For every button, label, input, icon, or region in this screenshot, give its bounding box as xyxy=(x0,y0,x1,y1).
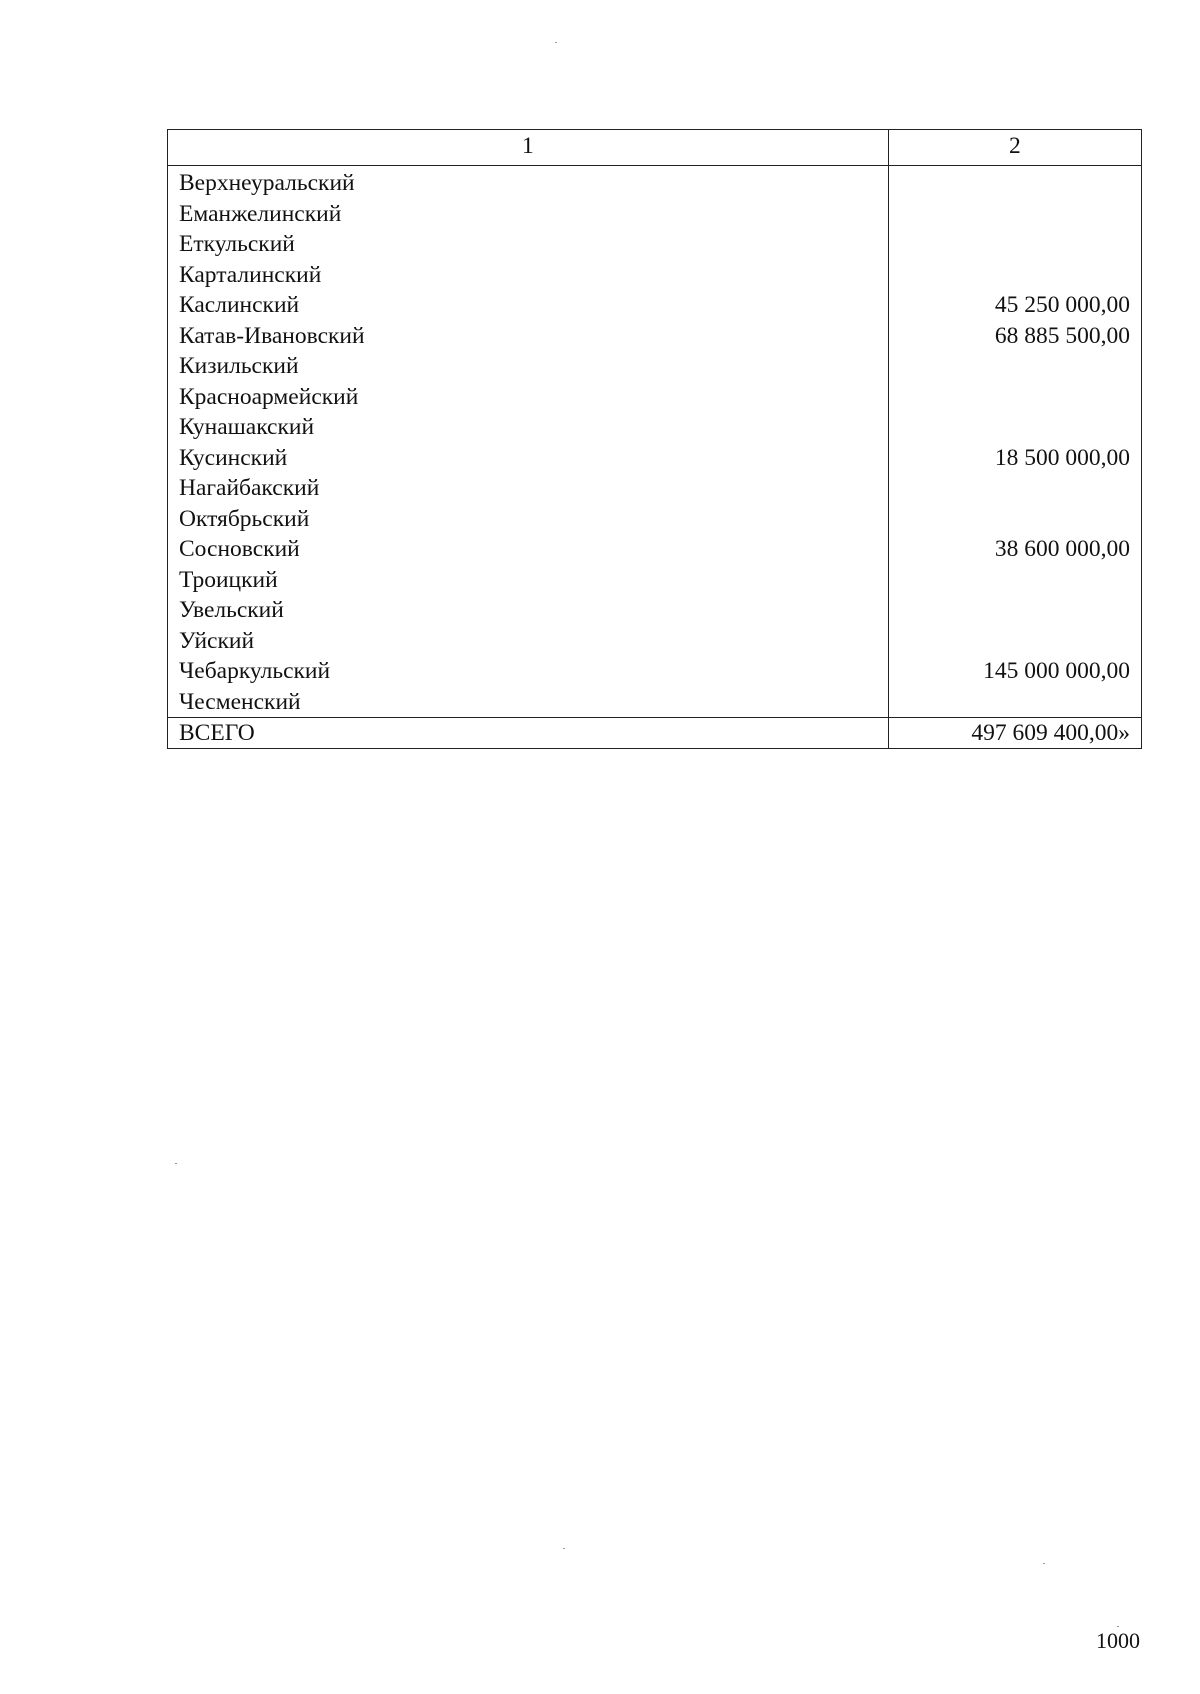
district-value xyxy=(889,168,1130,199)
district-name: Кизильский xyxy=(179,353,299,379)
table-body-row xyxy=(168,166,1142,718)
scan-speck xyxy=(563,1548,565,1549)
district-name: Кусинский xyxy=(179,444,288,471)
district-name: Еманжелинский xyxy=(179,200,342,227)
district-name: Уйский xyxy=(179,627,255,654)
district-name: Красноармейский xyxy=(179,383,359,410)
district-value xyxy=(889,473,1130,504)
district-names-cell xyxy=(168,166,889,718)
district-value: 145 000 000,00 xyxy=(983,658,1130,684)
total-label: ВСЕГО xyxy=(168,718,889,749)
district-name: Чебаркульский xyxy=(179,658,331,684)
allocation-table xyxy=(167,129,1142,749)
column-header-2: 2 xyxy=(888,130,1141,166)
district-name: Верхнеуральский xyxy=(179,170,355,196)
total-value: 497 609 400,00» xyxy=(888,718,1141,749)
district-name: Чесменский xyxy=(179,688,301,715)
district-values-cell xyxy=(888,166,1141,718)
district-value: 18 500 000,00 xyxy=(994,444,1130,471)
district-value xyxy=(889,351,1130,382)
district-value xyxy=(889,595,1130,626)
district-name: Кунашакский xyxy=(179,414,315,440)
scan-speck xyxy=(1117,1626,1119,1627)
district-name: Сосновский xyxy=(179,536,300,562)
district-value: 45 250 000,00 xyxy=(994,292,1130,318)
district-name: Октябрьский xyxy=(179,505,310,532)
scan-speck xyxy=(175,1163,177,1164)
page-number: 1000 xyxy=(1096,1628,1140,1653)
district-value xyxy=(889,229,1130,260)
district-name: Нагайбакский xyxy=(179,475,320,501)
district-name: Каслинский xyxy=(179,292,300,318)
district-value xyxy=(889,626,1130,657)
table-total-row xyxy=(168,718,1142,749)
district-name: Троицкий xyxy=(179,566,278,593)
table-header-row xyxy=(168,130,1142,166)
district-value: 38 600 000,00 xyxy=(994,536,1130,562)
district-name: Еткульский xyxy=(179,231,295,257)
district-name: Карталинский xyxy=(179,261,322,288)
district-value xyxy=(889,565,1130,596)
scan-speck xyxy=(555,42,557,43)
district-value xyxy=(889,504,1130,535)
column-header-1: 1 xyxy=(168,130,889,166)
district-name: Катав-Ивановский xyxy=(179,322,365,349)
district-value xyxy=(889,382,1130,413)
district-value xyxy=(889,687,1130,718)
district-value xyxy=(889,260,1130,291)
district-value xyxy=(889,412,1130,443)
scan-speck xyxy=(1043,1563,1045,1564)
district-value: 68 885 500,00 xyxy=(994,322,1130,349)
district-name: Увельский xyxy=(179,597,284,623)
district-value xyxy=(889,199,1130,230)
